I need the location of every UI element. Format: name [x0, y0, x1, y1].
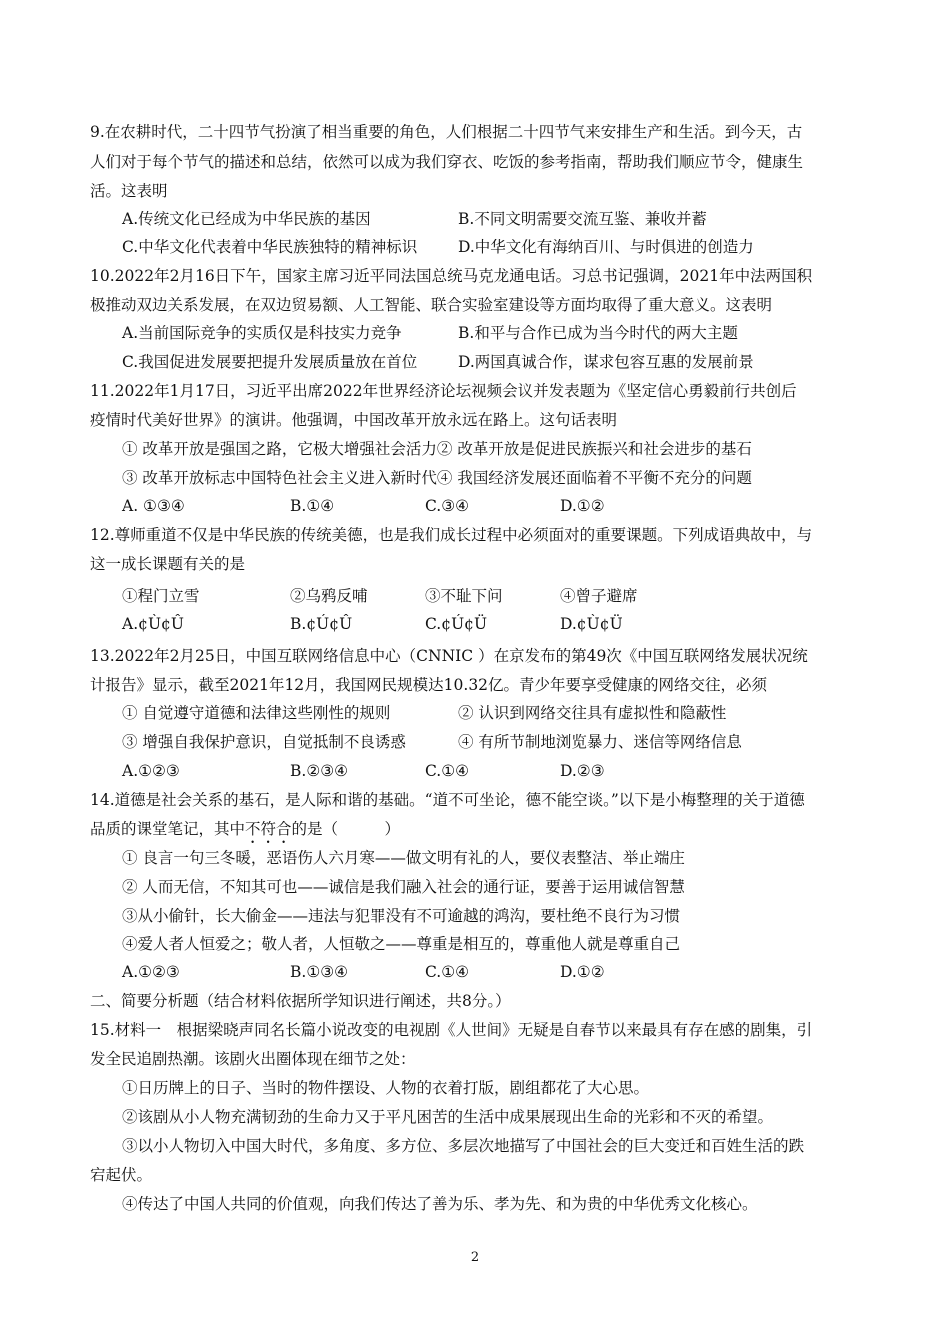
- q10-option-a: A.当前国际竞争的实质仅是科技实力竞争: [122, 324, 402, 342]
- q14-option-a: A.①②③: [122, 963, 180, 981]
- q9-option-a: A.传统文化已经成为中华民族的基因: [122, 210, 371, 228]
- q12-item-1: ①程门立雪: [122, 587, 200, 605]
- q15-point-3-cont: 宕起伏。: [90, 1166, 153, 1184]
- q14-emphasis-not-match: 不符合: [245, 820, 292, 838]
- q14-statement-1: ① 良言一句三冬暖，恶语伤人六月寒——做文明有礼的人，要仪表整洁、举止端庄: [122, 849, 685, 867]
- q9-option-c: C.中华文化代表着中华民族独特的精神标识: [122, 238, 418, 256]
- q14-option-d: D.①②: [560, 963, 605, 981]
- q12-option-a: A.¢Ù¢Û: [122, 615, 184, 633]
- q11-line-2: 疫情时代美好世界》的演讲。他强调，中国改革开放永远在路上。这句话表明: [90, 411, 618, 429]
- q13-statement-4: ④ 有所节制地浏览暴力、迷信等网络信息: [458, 733, 742, 751]
- q14-statement-3: ③从小偷针，长大偷金——违法与犯罪没有不可逾越的鸿沟，要杜绝不良行为习惯: [122, 907, 681, 925]
- q13-statement-1: ① 自觉遵守道德和法律这些刚性的规则: [122, 704, 391, 722]
- q11-option-a: A. ①③④: [122, 497, 185, 515]
- q10-line-1: 10.2022年2月16日下午，国家主席习近平同法国总统马克龙通电话。习总书记强调，2021年中法两国积: [90, 267, 813, 285]
- q15-line-2: 发全民追剧热潮。该剧火出圈体现在细节之处：: [90, 1050, 416, 1068]
- q10-option-b: B.和平与合作已成为当今时代的两大主题: [458, 324, 738, 342]
- q13-option-b: B.②③④: [290, 762, 349, 780]
- q13-statement-2: ② 认识到网络交往具有虚拟性和隐蔽性: [458, 704, 727, 722]
- q11-option-b: B.①④: [290, 497, 335, 515]
- q13-line-1: 13.2022年2月25日，中国互联网络信息中心（CNNIC ）在京发布的第49次《中国互联网络发展状况统: [90, 647, 808, 665]
- q11-statement-2: ③ 改革开放标志中国特色社会主义进入新时代④ 我国经济发展还面临着不平衡不充分的问题: [122, 469, 752, 487]
- q9-option-d: D.中华文化有海纳百川、与时俱进的创造力: [458, 238, 754, 256]
- q9-line-2: 人们对于每个节气的描述和总结，依然可以成为我们穿衣、吃饭的参考指南，帮助我们顺应节令，健康生: [90, 153, 804, 171]
- q14-line-2: [90, 819, 400, 847]
- q10-option-c: C.我国促进发展要把提升发展质量放在首位: [122, 353, 418, 371]
- q14-line-2-pre: 品质的课堂笔记，其中: [90, 820, 246, 838]
- q13-statement-3: ③ 增强自我保护意识，自觉抵制不良诱惑: [122, 733, 406, 751]
- q12-item-3: ③不耻下问: [425, 587, 503, 605]
- q11-option-c: C.③④: [425, 497, 470, 515]
- q14-line-2-post: 的是（ ）: [291, 820, 401, 838]
- q13-line-2: 计报告》显示，截至2021年12月，我国网民规模达10.32亿。青少年要享受健康的网络交往，必须: [90, 676, 768, 694]
- q13-option-a: A.①②③: [122, 762, 180, 780]
- q15-line-1: 15.材料一 根据梁晓声同名长篇小说改变的电视剧《人世间》无疑是自春节以来最具有存在感的剧集，引: [90, 1021, 813, 1039]
- q13-option-c: C.①④: [425, 762, 470, 780]
- q12-option-b: B.¢Ú¢Û: [290, 615, 353, 633]
- q12-line-1: 12.尊师重道不仅是中华民族的传统美德，也是我们成长过程中必须面对的重要课题。下列成语典故中，与: [90, 526, 813, 544]
- q12-option-d: D.¢Ù¢Ü: [560, 615, 623, 633]
- q12-line-2: 这一成长课题有关的是: [90, 555, 246, 573]
- section-2-heading: 二、简要分析题（结合材料依据所学知识进行阐述，共8分。）: [90, 992, 511, 1010]
- q14-line-1: 14.道德是社会关系的基石，是人际和谐的基础。“道不可坐论，德不能空谈。”以下是小梅整理的关于道德: [90, 791, 805, 809]
- q10-line-2: 极推动双边关系发展，在双边贸易额、人工智能、联合实验室建设等方面均取得了重大意义。这表明: [90, 296, 773, 314]
- q15-point-2: ②该剧从小人物充满韧劲的生命力又于平凡困苦的生活中成果展现出生命的光彩和不灭的希望。: [122, 1108, 774, 1126]
- q11-statement-1: ① 改革开放是强国之路，它极大增强社会活力② 改革开放是促进民族振兴和社会进步的基石: [122, 440, 752, 458]
- q9-option-b: B.不同文明需要交流互鉴、兼收并蓄: [458, 210, 707, 228]
- q15-point-4: ④传达了中国人共同的价值观，向我们传达了善为乐、孝为先、和为贵的中华优秀文化核心。: [122, 1195, 758, 1213]
- q14-option-c: C.①④: [425, 963, 470, 981]
- q14-statement-4: ④爱人者人恒爱之；敬人者，人恒敬之——尊重是相互的，尊重他人就是尊重自己: [122, 935, 681, 953]
- q14-option-b: B.①③④: [290, 963, 349, 981]
- q12-item-4: ④曾子避席: [560, 587, 638, 605]
- q15-point-1: ①日历牌上的日子、当时的物件摆设、人物的衣着打版，剧组都花了大心思。: [122, 1079, 650, 1097]
- page-number: 2: [470, 1250, 480, 1265]
- q12-option-c: C.¢Ú¢Ü: [425, 615, 488, 633]
- q14-statement-2: ② 人而无信，不知其可也——诚信是我们融入社会的通行证，要善于运用诚信智慧: [122, 878, 685, 896]
- q9-line-3: 活。这表明: [90, 182, 168, 200]
- q13-option-d: D.②③: [560, 762, 605, 780]
- q9-line-1: 9.在农耕时代，二十四节气扮演了相当重要的角色，人们根据二十四节气来安排生产和生活。到今天，古: [90, 123, 803, 141]
- q11-option-d: D.①②: [560, 497, 605, 515]
- q11-line-1: 11.2022年1月17日，习近平出席2022年世界经济论坛视频会议并发表题为《坚定信心勇毅前行共创后: [90, 382, 797, 400]
- q10-option-d: D.两国真诚合作，谋求包容互惠的发展前景: [458, 353, 754, 371]
- q12-item-2: ②乌鸦反哺: [290, 587, 368, 605]
- q15-point-3: ③以小人物切入中国大时代，多角度、多方位、多层次地描写了中国社会的巨大变迁和百姓生活的跌: [122, 1137, 805, 1155]
